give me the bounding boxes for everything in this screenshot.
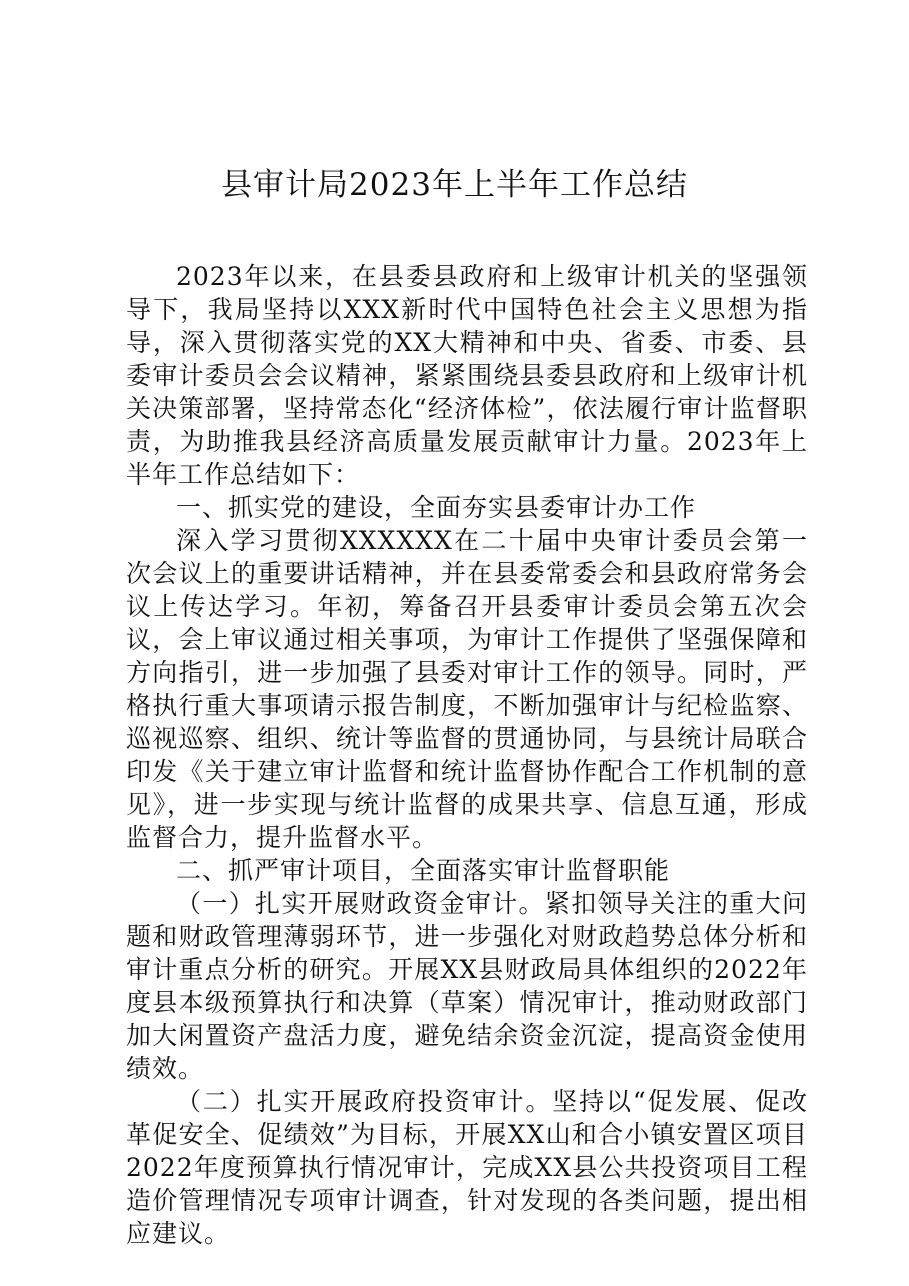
paragraph-investment-audit: （二）扎实开展政府投资审计。坚持以“促发展、促改革促安全、促绩效”为目标，开展XX山和合小镇安置区项目2022年度预算执行情况审计，完成XX县公共投资项目工程造价管理情况专项审计调查，针对发现的各类问题，提出相应建议。 xyxy=(126,1087,808,1248)
paragraph-fiscal-audit: （一）扎实开展财政资金审计。紧扣领导关注的重大问题和财政管理薄弱环节，进一步强化对财政趋势总体分析和审计重点分析的研究。开展XX县财政局具体组织的2022年度县本级预算执行和决算（草案）情况审计，推动财政部门加大闲置资产盘活力度，避免结余资金沉淀，提高资金使用绩效。 xyxy=(126,889,808,1083)
document-title: 县审计局2023年上半年工作总结 xyxy=(221,167,688,203)
paragraph-intro: 2023年以来，在县委县政府和上级审计机关的坚强领导下，我局坚持以XXX新时代中国特色社会主义思想为指导，深入贯彻落实党的XX大精神和中央、省委、市委、县委审计委员会会议精神，紧紧围绕县委县政府和上级审计机关决策部署，坚持常态化“经济体检”，依法履行审计监督职责，为助推我县经济高质量发展贡献审计力量。2023年上半年工作总结如下： xyxy=(126,262,808,489)
paragraph-party-building: 深入学习贯彻XXXXXX在二十届中央审计委员会第一次会议上的重要讲话精神，并在县委常委会和县政府常务会议上传达学习。年初，筹备召开县委审计委员会第五次会议，会上审议通过相关事项，为审计工作提供了坚强保障和方向指引，进一步加强了县委对审计工作的领导。同时，严格执行重大事项请示报告制度，不断加强审计与纪检监察、巡视巡察、组织、统计等监督的贯通协同，与县统计局联合印发《关于建立审计监督和统计监督协作配合工作机制的意见》，进一步实现与统计监督的成果共享、信息互通，形成监督合力，提升监督水平。 xyxy=(126,526,808,852)
document-body xyxy=(126,260,808,1250)
section-heading-2: 二、抓严审计项目，全面落实审计监督职能 xyxy=(176,856,671,885)
section-heading-1: 一、抓实党的建设，全面夯实县委审计办工作 xyxy=(176,493,697,522)
